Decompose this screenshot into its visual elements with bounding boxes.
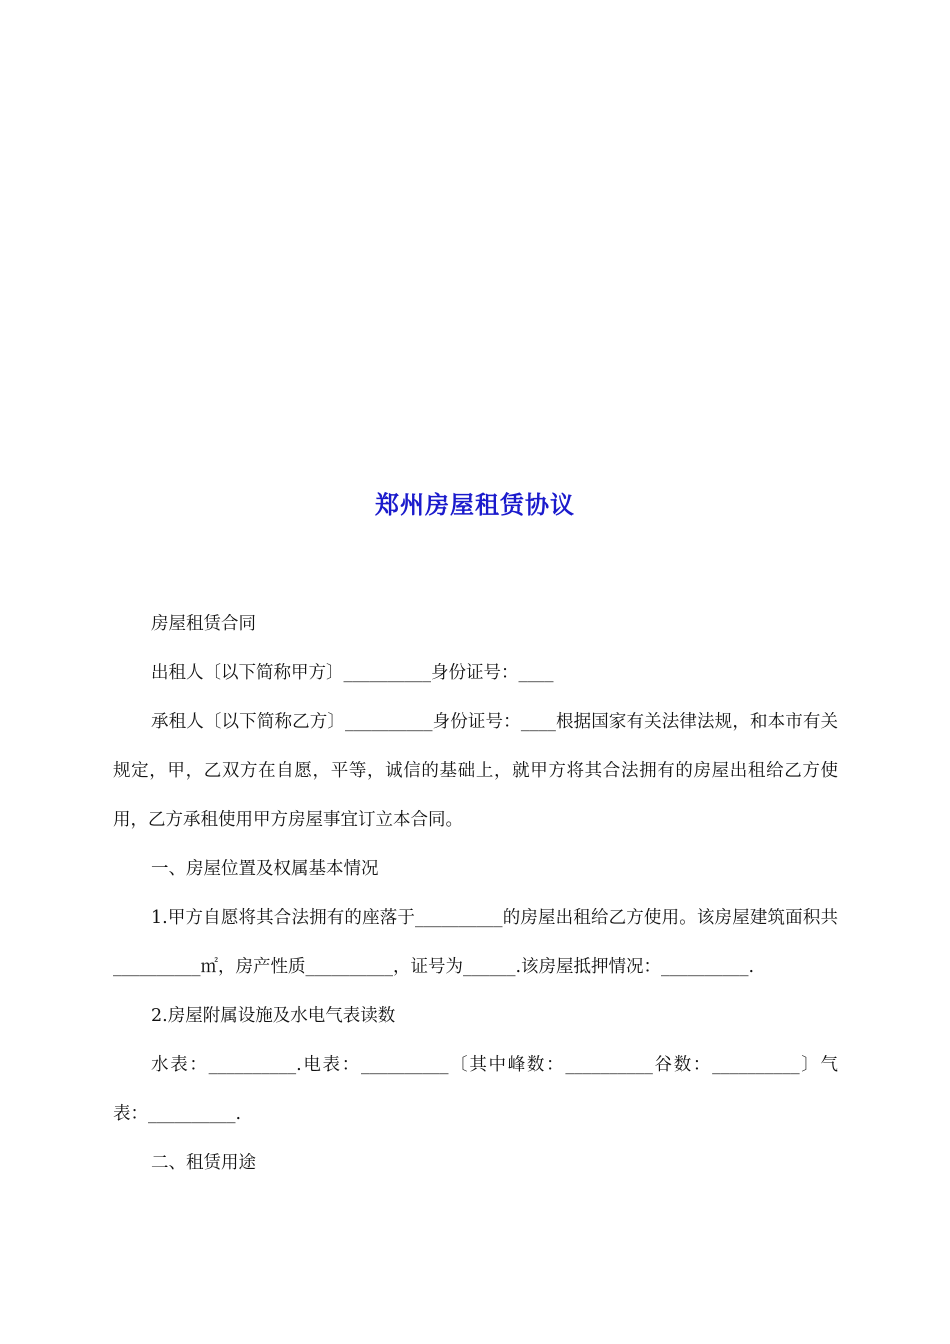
section-heading-property: 一、房屋位置及权属基本情况 bbox=[151, 859, 379, 879]
paragraph-facilities-heading: 2.房屋附属设施及水电气表读数 bbox=[151, 1006, 396, 1026]
section-heading-usage: 二、租赁用途 bbox=[151, 1153, 256, 1173]
paragraph-lessee: 承租人〔以下简称乙方〕__________身份证号：____根据国家有关法律法规，和本市有关规定，甲，乙双方在自愿，平等，诚信的基础上，就甲方将其合法拥有的房屋出租给乙方使用，乙方承租使用甲方房屋事宜订立本合同。 bbox=[113, 712, 838, 830]
paragraph-lessor: 出租人〔以下简称甲方〕__________身份证号：____ bbox=[151, 663, 554, 683]
paragraph-property-location: 1.甲方自愿将其合法拥有的座落于__________的房屋出租给乙方使用。该房屋建筑面积共__________㎡，房产性质__________，证号为______.该房屋抵押情况：__________. bbox=[113, 908, 838, 977]
paragraph-meter-readings: 水表：__________.电表：__________〔其中峰数：__________谷数：__________〕气表：__________. bbox=[113, 1055, 838, 1124]
paragraph-contract-heading: 房屋租赁合同 bbox=[151, 614, 256, 634]
document-title: 郑州房屋租赁协议 bbox=[375, 491, 575, 519]
document-body bbox=[113, 600, 838, 1188]
